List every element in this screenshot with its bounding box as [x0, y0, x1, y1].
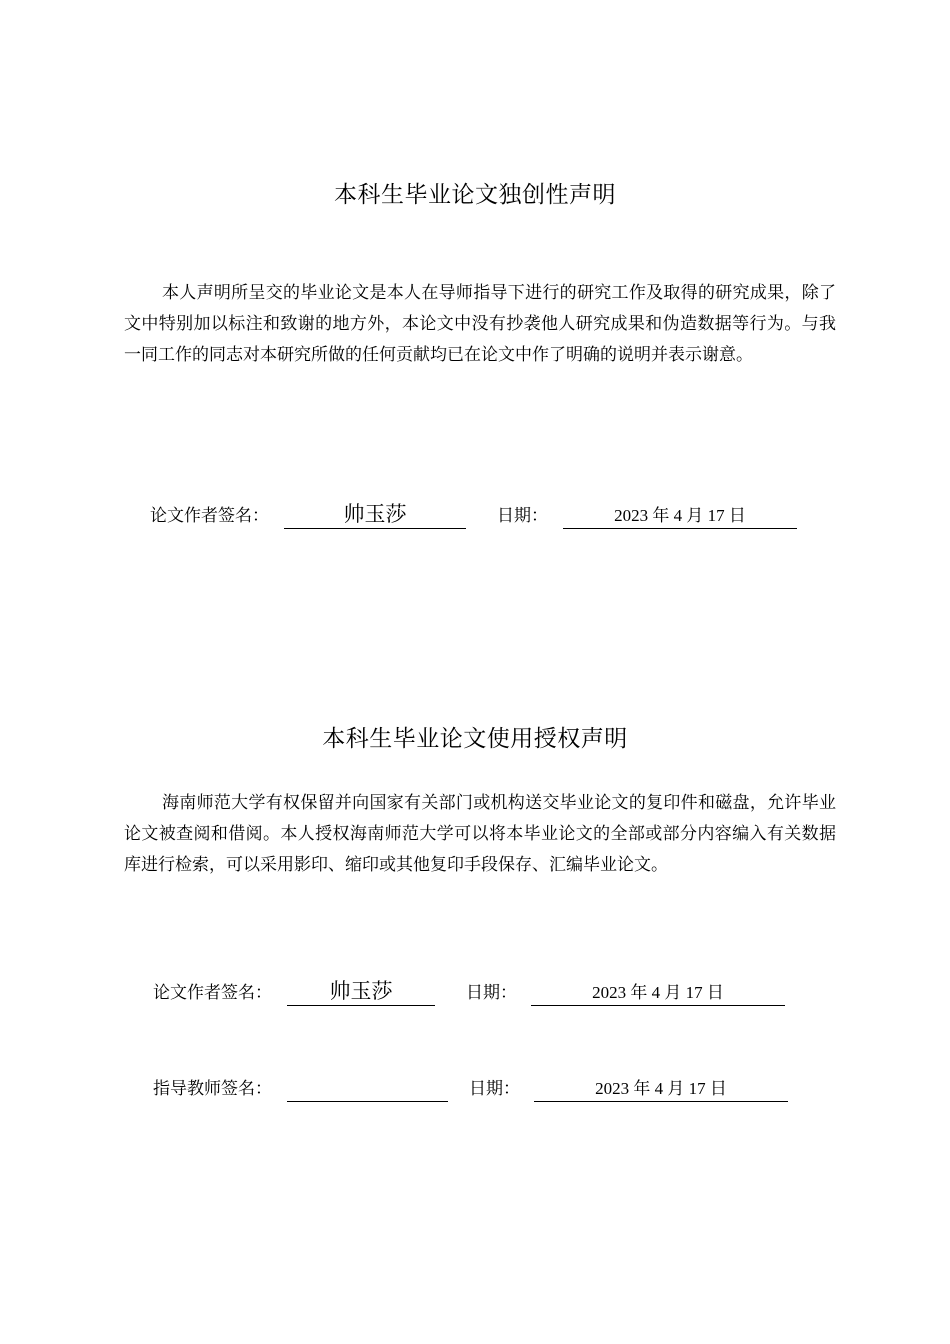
declaration-paragraph: 本人声明所呈交的毕业论文是本人在导师指导下进行的研究工作及取得的研究成果，除了文中特别加以标注和致谢的地方外，本论文中没有抄袭他人研究成果和伪造数据等行为。与我一同工作的同志对本研究所做的任何贡献均已在论文中作了明确的说明并表示谢意。 [124, 283, 836, 365]
declaration-title: 本科生毕业论文独创性声明 [334, 182, 616, 208]
advisor-signature-label: 指导教师签名： [153, 1079, 272, 1099]
advisor-signature-field[interactable] [287, 1075, 448, 1102]
author-signature-label: 论文作者签名： [150, 506, 269, 526]
date-field[interactable]: 2023 年 4 月 17 日 [563, 502, 797, 529]
authorization-author-date-label: 日期： [466, 983, 517, 1003]
advisor-date-field[interactable]: 2023 年 4 月 17 日 [534, 1075, 788, 1102]
authorization-advisor-row [0, 1075, 950, 1103]
declaration-signature-row [0, 502, 950, 530]
authorization-author-label: 论文作者签名： [153, 983, 272, 1003]
date-label: 日期： [497, 506, 548, 526]
authorization-title: 本科生毕业论文使用授权声明 [322, 726, 628, 752]
authorization-paragraph: 海南师范大学有权保留并向国家有关部门或机构送交毕业论文的复印件和磁盘，允许毕业论文被查阅和借阅。本人授权海南师范大学可以将本毕业论文的全部或部分内容编入有关数据库进行检索，可以采用影印、缩印或其他复印手段保存、汇编毕业论文。 [124, 793, 836, 875]
authorization-author-signature-field[interactable]: 帅玉莎 [287, 979, 435, 1006]
advisor-date-label: 日期： [469, 1079, 520, 1099]
authorization-author-row [0, 979, 950, 1007]
authorization-author-date-field[interactable]: 2023 年 4 月 17 日 [531, 979, 785, 1006]
author-signature-field[interactable]: 帅玉莎 [284, 502, 466, 529]
